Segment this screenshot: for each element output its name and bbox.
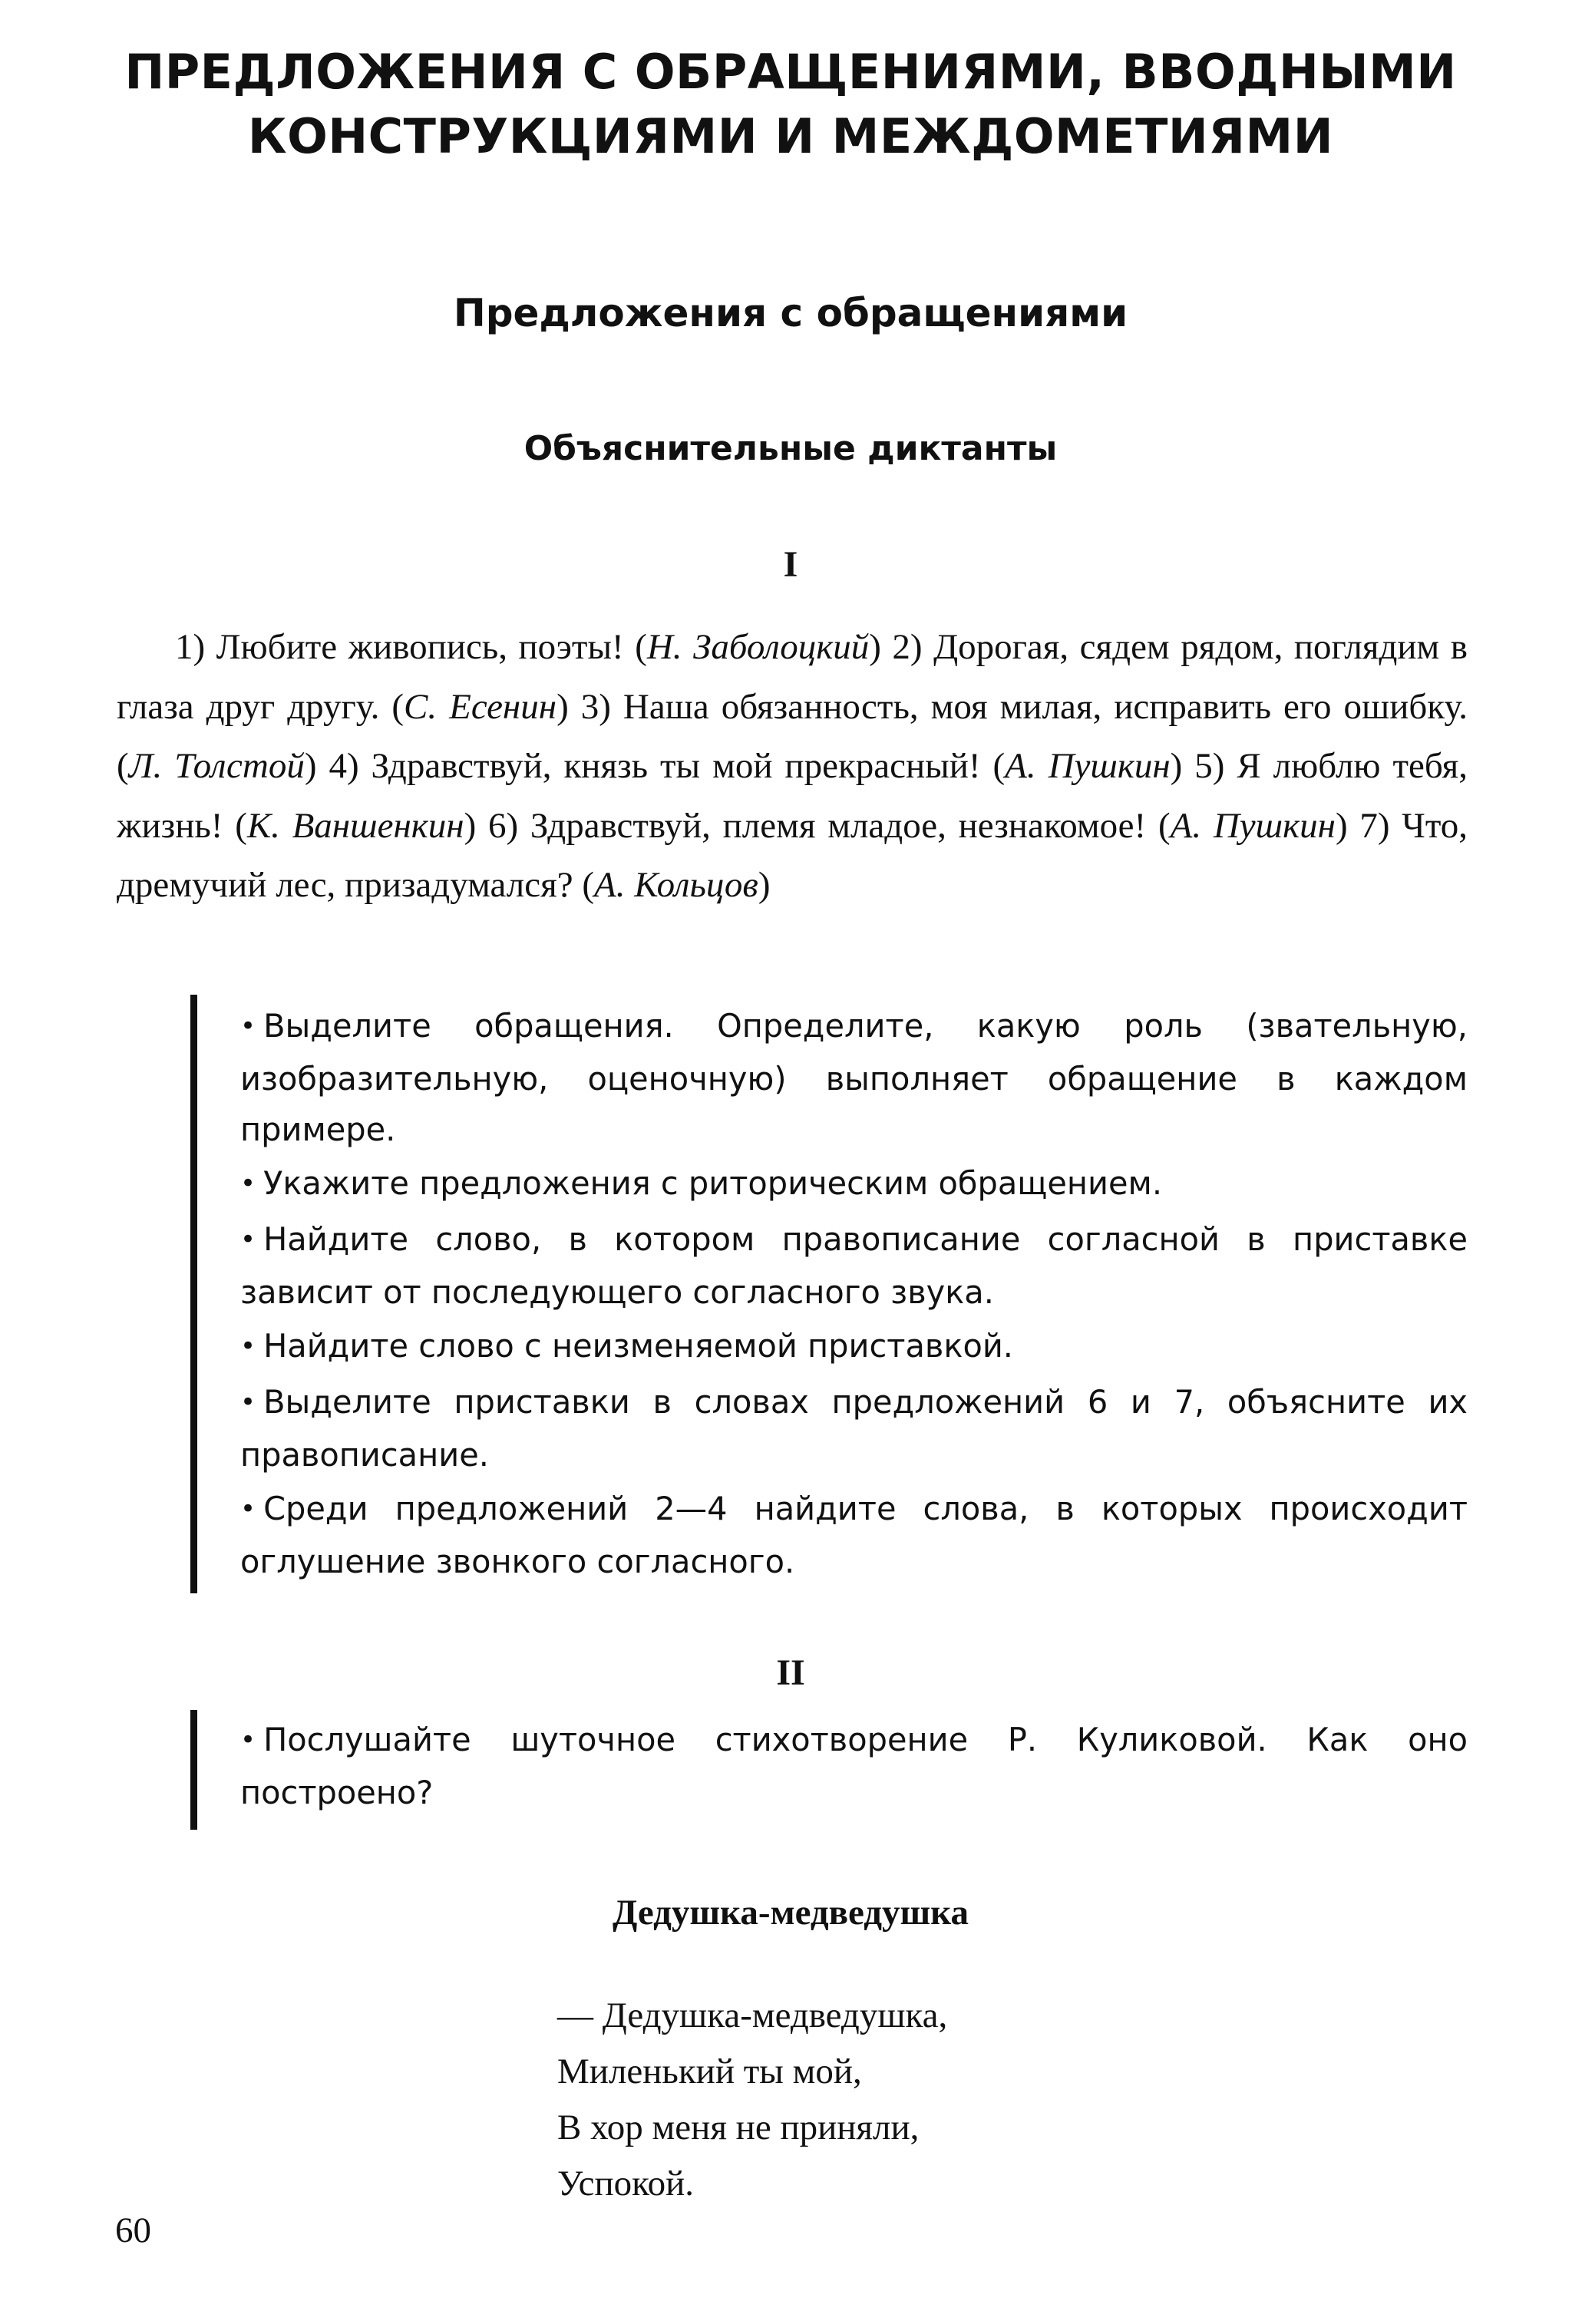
dictation-sentence-end: ) (304, 746, 329, 786)
dictation-sentence-end: ) (758, 865, 771, 905)
task-text: Укажите предложения с риторическим обращением. (263, 1164, 1163, 1202)
dictation-sentence: 6) Здравствуй, племя младое, незнакомое! ( (488, 805, 1171, 846)
task-text: Выделите обращения. Определите, какую роль (звательную, изобразительную, оценочную) выполняет обращение в каждом примере. (240, 1007, 1468, 1148)
bullet-icon: • (240, 1168, 256, 1199)
poem-line: Миленький ты мой, (557, 2052, 862, 2091)
bullet-icon: • (240, 1011, 256, 1042)
dictation-sentence: 4) Здравствуй, князь ты мой прекрасный! ( (329, 746, 1006, 786)
dictation-text (117, 618, 1468, 916)
chapter-title-line-1: ПРЕДЛОЖЕНИЯ С ОБРАЩЕНИЯМИ, ВВОДНЫМИ (124, 44, 1457, 100)
dictation-sentence: 7) Что, дремучий лес, призадумался? ( (117, 805, 1468, 905)
task-text: Выделите приставки в словах предложений 6 и 7, объясните их правописание. (240, 1383, 1468, 1474)
task-text: Найдите слово с неизменяемой приставкой. (263, 1327, 1013, 1365)
dictation-sentence-end: ) (464, 805, 488, 846)
dictation-sentence: 2) Дорогая, сядем рядом, поглядим в глаза друг другу. ( (117, 627, 1468, 727)
task-item (240, 1377, 1468, 1481)
dictation-sentence-end: ) (556, 686, 581, 727)
task-item (240, 1214, 1468, 1318)
subsection-title: Объяснительные диктанты (523, 429, 1058, 468)
dictation-author: Л. Толстой (128, 746, 305, 786)
dictation-sentence-end: ) (1335, 805, 1360, 846)
page-number: 60 (115, 2210, 151, 2250)
task-text: Найдите слово, в котором правописание согласной в приставке зависит от последующего согласного звука. (240, 1220, 1468, 1311)
bullet-icon: • (240, 1387, 256, 1418)
poem-line: — Дедушка-медведушка, (557, 1996, 948, 2035)
task-block-2 (190, 1710, 1468, 1830)
bullet-icon: • (240, 1224, 256, 1255)
chapter-title (115, 40, 1466, 169)
task-block-1 (190, 995, 1468, 1593)
dictation-author: А. Пушкин (1170, 805, 1336, 846)
part-numeral-1: I (783, 544, 798, 585)
dictation-author: А. Кольцов (593, 865, 758, 905)
dictation-sentence: 1) Любите живопись, поэты! ( (175, 627, 647, 667)
task-list-1 (240, 1001, 1468, 1587)
poem-line: Успокой. (557, 2164, 694, 2204)
dictation-sentence-end: ) (869, 627, 893, 667)
dictation-sentence: 5) Я люблю тебя, жизнь! ( (117, 746, 1468, 846)
dictation-author: С. Есенин (404, 686, 557, 727)
dictation-author: Н. Заболоцкий (646, 627, 870, 667)
dictation-sentence: 3) Наша обязанность, моя милая, исправить его ошибку. ( (117, 686, 1468, 786)
poem-line: В хор меня не приняли, (557, 2108, 920, 2147)
task-text: Среди предложений 2—4 найдите слова, в которых происходит оглушение звонкого согласного. (240, 1490, 1468, 1580)
task-list-2 (240, 1715, 1468, 1818)
chapter-title-line-2: КОНСТРУКЦИЯМИ И МЕЖДОМЕТИЯМИ (247, 108, 1334, 164)
poem-title: Дедушка-медведушка (612, 1893, 969, 1933)
task-item (240, 1715, 1468, 1818)
task-item (240, 1001, 1468, 1155)
section-title: Предложения с обращениями (453, 291, 1128, 335)
bullet-icon: • (240, 1494, 256, 1524)
part-numeral-2: II (776, 1652, 805, 1693)
task-item (240, 1321, 1468, 1374)
bullet-icon: • (240, 1331, 256, 1362)
task-item (240, 1158, 1468, 1211)
poem (557, 1988, 947, 2212)
task-item (240, 1484, 1468, 1587)
dictation-sentence-end: ) (1170, 746, 1195, 786)
dictation-author: К. Ваншенкин (246, 805, 464, 846)
task-text: Послушайте шуточное стихотворение Р. Куликовой. Как оно построено? (240, 1721, 1468, 1811)
dictation-author: А. Пушкин (1005, 746, 1171, 786)
bullet-icon: • (240, 1725, 256, 1755)
